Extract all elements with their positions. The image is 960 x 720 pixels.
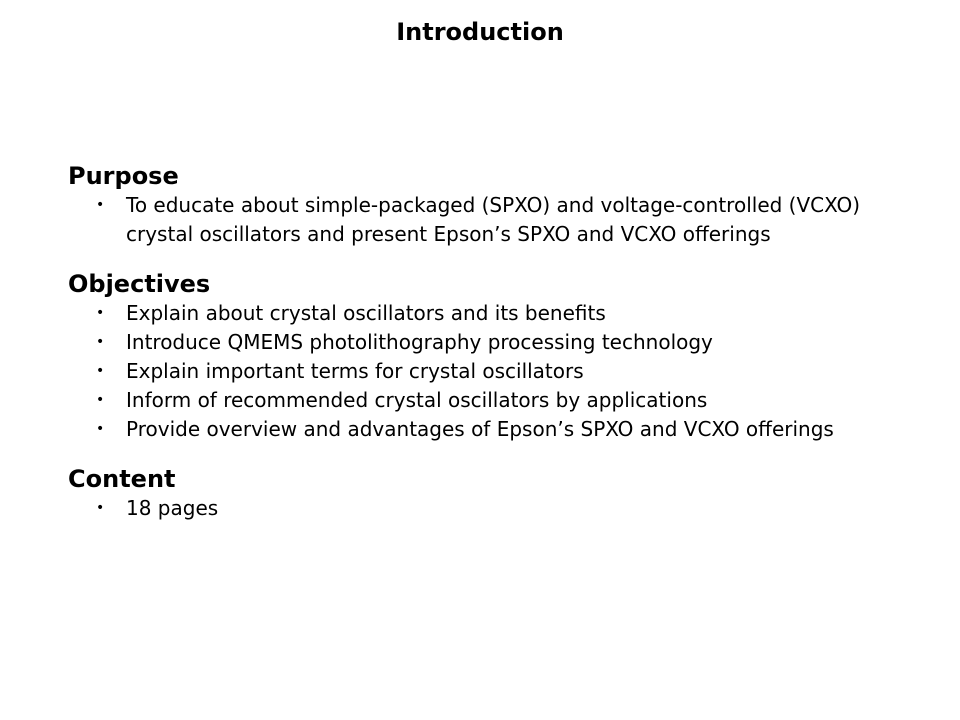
section-spacer xyxy=(68,444,918,464)
bullet-item xyxy=(68,357,918,386)
section-content xyxy=(68,464,918,523)
slide-body xyxy=(68,161,918,523)
slide-title: Introduction xyxy=(396,18,564,46)
bullet-item xyxy=(68,494,918,523)
bullet-text: Provide overview and advantages of Epson’s SPXO and VCXO offerings xyxy=(126,417,834,441)
section-heading: Objectives xyxy=(68,270,211,298)
bullet-icon: • xyxy=(96,421,105,437)
bullet-icon: • xyxy=(96,392,105,408)
bullet-list xyxy=(68,299,918,444)
bullet-list xyxy=(68,191,918,249)
bullet-text: Explain important terms for crystal oscillators xyxy=(126,359,584,383)
section-heading: Purpose xyxy=(68,162,179,190)
bullet-list xyxy=(68,494,918,523)
bullet-text: 18 pages xyxy=(126,496,219,520)
bullet-text: To educate about simple-packaged (SPXO) and voltage-controlled (VCXO) crystal oscillators and present Epson’s SPXO and VCXO offerings xyxy=(126,193,861,246)
bullet-icon: • xyxy=(96,334,105,350)
bullet-item xyxy=(68,328,918,357)
bullet-item xyxy=(68,191,918,249)
bullet-icon: • xyxy=(96,363,105,379)
bullet-icon: • xyxy=(96,500,105,516)
bullet-item xyxy=(68,386,918,415)
section-spacer xyxy=(68,249,918,269)
bullet-icon: • xyxy=(96,197,105,213)
bullet-item xyxy=(68,415,918,444)
bullet-item xyxy=(68,299,918,328)
bullet-text: Inform of recommended crystal oscillators by applications xyxy=(126,388,708,412)
bullet-text: Explain about crystal oscillators and its benefits xyxy=(126,301,606,325)
bullet-text: Introduce QMEMS photolithography processing technology xyxy=(126,330,713,354)
section-objectives xyxy=(68,269,918,444)
bullet-icon: • xyxy=(96,305,105,321)
section-purpose xyxy=(68,161,918,249)
section-heading: Content xyxy=(68,465,176,493)
